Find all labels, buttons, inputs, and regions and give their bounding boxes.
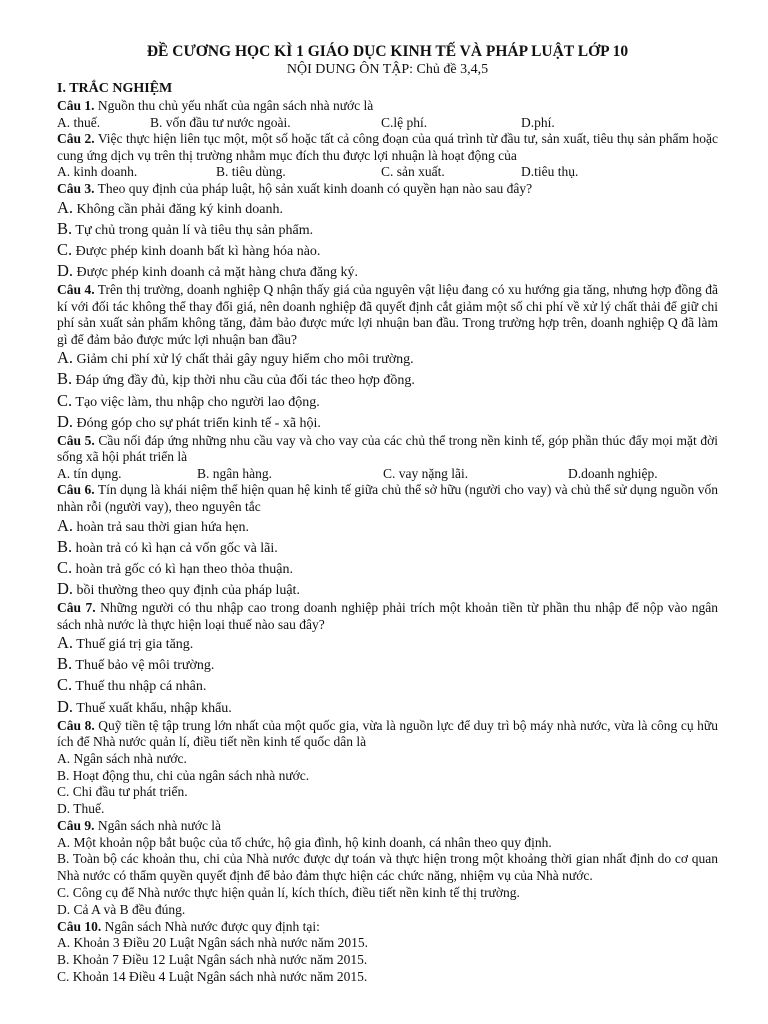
option-c: C.lệ phí.: [381, 114, 428, 130]
question-label: Câu 8.: [57, 717, 95, 733]
option-a: A. Khoản 3 Điều 20 Luật Ngân sách nhà nước năm 2015.: [57, 935, 369, 951]
option-a: A. kinh doanh.: [57, 164, 138, 180]
option-d: D.tiêu thụ.: [521, 164, 579, 180]
option-c: C. vay nặng lãi.: [383, 465, 469, 481]
question-text: Nguồn thu chủ yếu nhất của ngân sách nhà nước là: [94, 98, 374, 113]
question-text: Ngân sách nhà nước là: [94, 817, 222, 833]
option-c: C. Chi đầu tư phát triển.: [57, 784, 188, 800]
question-8: [57, 718, 718, 751]
option-b: B. Đáp ứng đầy đủ, kịp thời nhu cầu của đối tác theo hợp đồng.: [57, 369, 415, 389]
question-label: Câu 5.: [57, 432, 95, 448]
question-label: Câu 10.: [57, 918, 102, 934]
option-a: A. hoàn trả sau thời gian hứa hẹn.: [57, 515, 249, 535]
question-text: Theo quy định của pháp luật, hộ sản xuất kinh doanh có quyền hạn nào sau đây?: [94, 180, 533, 196]
question-5: [57, 433, 718, 466]
question-3: [57, 181, 718, 198]
question-label: Câu 7.: [57, 600, 96, 616]
question-text: Ngân sách Nhà nước được quy định tại:: [101, 918, 320, 934]
question-2-options: [57, 164, 718, 181]
question-2: [57, 131, 718, 164]
question-text: Quỹ tiền tệ tập trung lớn nhất của một quốc gia, vừa là nguồn lực để duy trì bộ máy nhà nước, vừa là công cụ hữu ích để Nhà nước quản lí, điều tiết nền kinh tế quốc dân là: [57, 717, 718, 750]
option-d: D. Cả A và B đều đúng.: [57, 901, 186, 917]
option-b: B. Thuế bảo vệ môi trường.: [57, 654, 215, 674]
question-text: Tín dụng là khái niệm thể hiện quan hệ kinh tế giữa chủ thể sở hữu (người cho vay) và chủ thể sử dụng nguồn vốn nhàn rỗi (người vay), theo nguyên tắc: [57, 482, 718, 515]
option-b: B. ngân hàng.: [197, 465, 272, 481]
option-b: B. Tự chủ trong quản lí và tiêu thụ sản phẩm.: [57, 218, 314, 238]
option-c: C. Khoản 14 Điều 4 Luật Ngân sách nhà nước năm 2015.: [57, 968, 368, 984]
option-d: D. Thuế xuất khẩu, nhập khẩu.: [57, 696, 232, 716]
option-a: A. tín dụng.: [57, 465, 122, 481]
option-c: C. hoàn trả gốc có kì hạn theo thỏa thuận.: [57, 557, 293, 577]
option-b: B. Toàn bộ các khoản thu, chi của Nhà nước được dự toán và thực hiện trong một khoảng thời gian nhất định do cơ quan Nhà nước có thẩm quyền quyết định để bảo đảm thực hiện các chức năng, nhiệm vụ của Nhà nước.: [57, 851, 718, 884]
option-c: C. Thuế thu nhập cá nhân.: [57, 675, 207, 695]
option-a: A. thuế.: [57, 114, 101, 130]
question-9: [57, 818, 718, 835]
question-text: Những người có thu nhập cao trong doanh nghiệp phải trích một khoản tiền từ phần thu nhập để nộp vào ngân sách nhà nước là thực hiện loại thuế nào sau đây?: [57, 600, 718, 632]
option-a: A. Giảm chi phí xử lý chất thải gây nguy hiểm cho môi trường.: [57, 348, 414, 368]
question-label: Câu 2.: [57, 131, 95, 147]
option-b: B. vốn đầu tư nước ngoài.: [150, 114, 291, 130]
option-a: A. Không cần phải đăng ký kinh doanh.: [57, 197, 284, 217]
question-4: [57, 282, 718, 348]
option-d: D. Đóng góp cho sự phát triển kinh tế - xã hội.: [57, 411, 321, 431]
question-label: Câu 6.: [57, 482, 95, 498]
option-d: D. Thuế.: [57, 801, 105, 817]
option-d: D. Được phép kinh doanh cả mặt hàng chưa đăng ký.: [57, 260, 359, 280]
question-text: Trên thị trường, doanh nghiệp Q nhận thấy giá của nguyên vật liệu đang có xu hướng gia tăng, nhưng hợp đồng đã kí với đối tác không thể thay đổi giá, nên doanh nghiệp đã quyết định cắt giảm một số chi phí về xử lý chất thải để giữ chi phí sản xuất sản phẩm không tăng, đảm bảo được mức lợi nhuận ban đầu. Trong trường hợp trên, doanh nghiệp Q đã làm gì để đảm bảo được mức lợi nhuận ban đầu?: [57, 281, 718, 347]
option-c: C. Công cụ để Nhà nước thực hiện quản lí, kích thích, điều tiết nền kinh tế thị trường.: [57, 884, 520, 900]
question-7: [57, 600, 718, 633]
question-label: Câu 3.: [57, 180, 95, 196]
question-text: Việc thực hiện liên tục một, một số hoặc tất cả công đoạn của quá trình từ đầu tư, sản xuất, tiêu thụ sản phẩm hoặc cung ứng dịch vụ trên thị trường nhằm mục đích thu được lợi nhuận là hoạt động của: [57, 131, 718, 163]
option-c: C. sản xuất.: [381, 164, 445, 180]
option-b: B. Hoạt động thu, chi của ngân sách nhà nước.: [57, 767, 310, 783]
option-a: A. Thuế giá trị gia tăng.: [57, 633, 194, 653]
document-subtitle: NỘI DUNG ÔN TẬP: Chủ đề 3,4,5: [286, 62, 489, 77]
section-heading: I. TRẮC NGHIỆM: [57, 81, 173, 96]
option-b: B. tiêu dùng.: [216, 164, 286, 180]
question-1-options: [57, 115, 718, 132]
option-a: A. Một khoản nộp bắt buộc của tổ chức, hộ gia đình, hộ kinh doanh, cá nhân theo quy định.: [57, 834, 552, 850]
question-6: [57, 482, 718, 515]
option-b: B. Khoản 7 Điều 12 Luật Ngân sách nhà nước năm 2015.: [57, 951, 368, 967]
question-label: Câu 9.: [57, 817, 95, 833]
question-5-options: [57, 466, 718, 483]
option-c: C. Tạo việc làm, thu nhập cho người lao động.: [57, 390, 320, 410]
question-label: Câu 1.: [57, 98, 95, 113]
option-a: A. Ngân sách nhà nước.: [57, 750, 187, 766]
option-c: C. Được phép kinh doanh bất kì hàng hóa nào.: [57, 239, 321, 259]
question-label: Câu 4.: [57, 281, 95, 297]
option-d: D. bồi thường theo quy định của pháp luật.: [57, 578, 300, 598]
option-b: B. hoàn trả có kì hạn cả vốn gốc và lãi.: [57, 536, 278, 556]
option-d: D.phí.: [521, 114, 555, 130]
question-10: [57, 919, 718, 936]
option-d: D.doanh nghiệp.: [568, 465, 658, 481]
question-1: [57, 98, 718, 115]
document-title: ĐỀ CƯƠNG HỌC KÌ 1 GIÁO DỤC KINH TẾ VÀ PHÁP LUẬT LỚP 10: [146, 43, 629, 60]
question-text: Cầu nối đáp ứng những nhu cầu vay và cho vay của các chủ thể trong nền kinh tế, góp phần thúc đẩy mọi mặt đời sống xã hội phát triển là: [57, 432, 718, 465]
